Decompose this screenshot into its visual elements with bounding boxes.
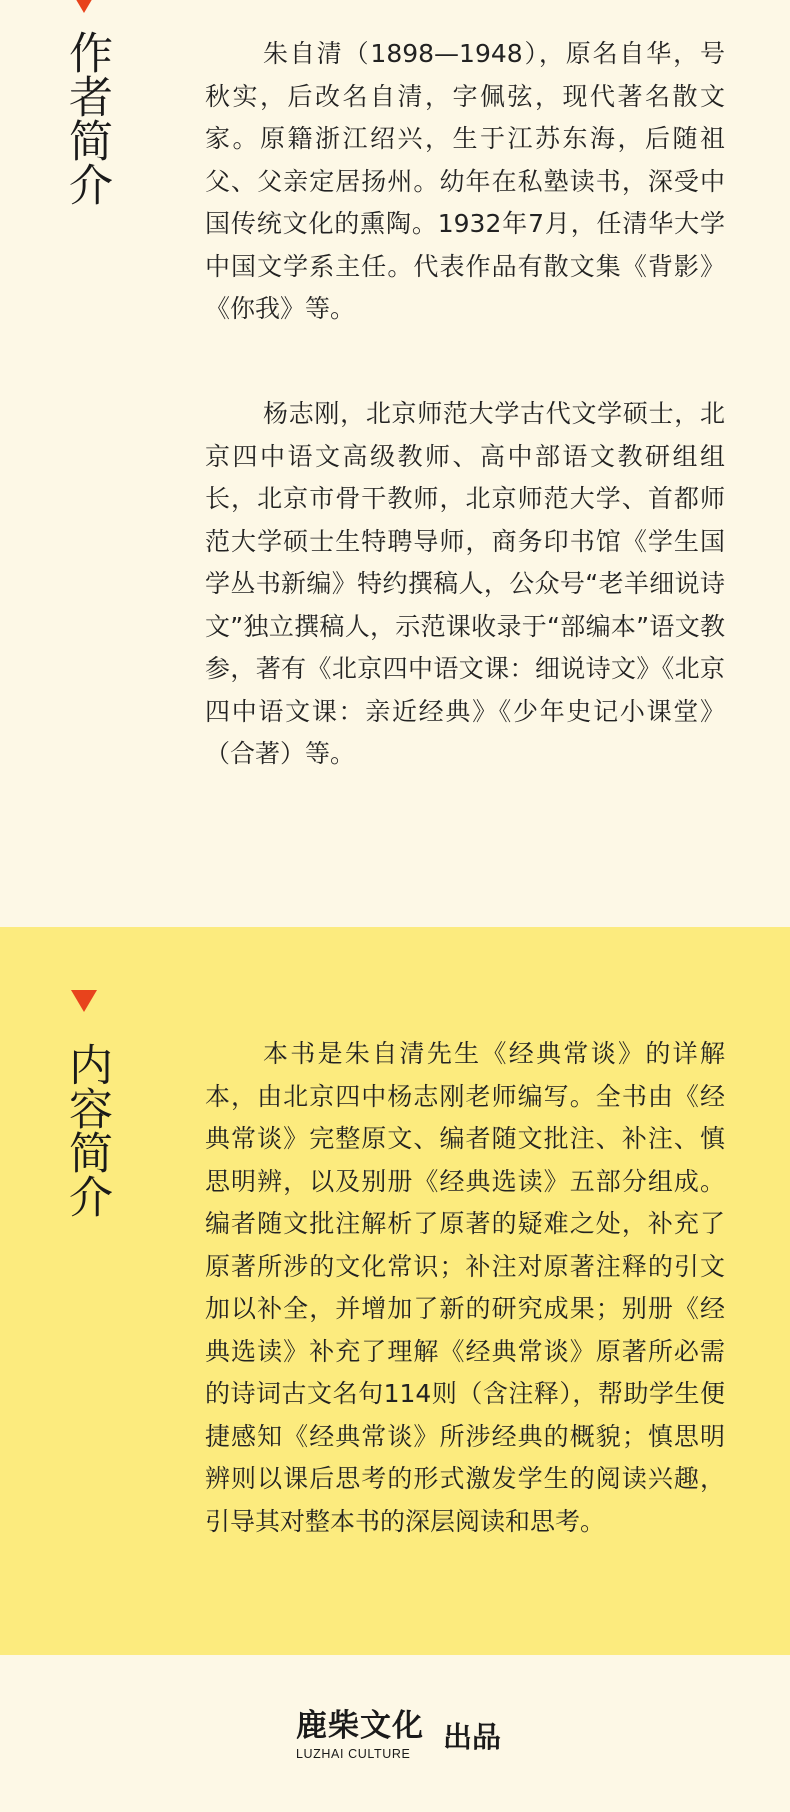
content-intro-section	[0, 927, 790, 1655]
book-summary: 本书是朱自清先生《经典常谈》的详解本，由北京四中杨志刚老师编写。全书由《经典常谈》完整原文、编者随文批注、补注、慎思明辨，以及别册《经典选读》五部分组成。编者随文批注解析了原著的疑难之处，补充了原著所涉的文化常识；补注对原著注释的引文加以补全，并增加了新的研究成果；别册《经典选读》补充了理解《经典常谈》原著所必需的诗词古文名句114则（含注释），帮助学生便捷感知《经典常谈》所涉经典的概貌；慎思明辨则以课后思考的形式激发学生的阅读兴趣，引导其对整本书的深层阅读和思考。	[205, 1039, 725, 1536]
triangle-marker-icon	[71, 0, 97, 13]
publisher-english-name: LUZHAI CULTURE	[296, 1747, 411, 1761]
publisher-logo	[296, 1708, 436, 1762]
author-intro-title: 作者简介	[61, 30, 112, 206]
zhu-ziqing-bio: 朱自清（1898—1948），原名自华，号秋实，后改名自清，字佩弦，现代著名散文家。原籍浙江绍兴，生于江苏东海，后随祖父、父亲定居扬州。幼年在私塾读书，深受中国传统文化的熏陶。1932年7月，任清华大学中国文学系主任。代表作品有散文集《背影》《你我》等。	[205, 39, 725, 323]
producer-label: 出品	[443, 1720, 502, 1754]
triangle-marker-icon	[71, 990, 97, 1012]
publisher-name: 鹿柴文化	[296, 1708, 424, 1744]
content-intro-title: 内容简介	[61, 1042, 112, 1218]
yang-zhigang-bio: 杨志刚，北京师范大学古代文学硕士，北京四中语文高级教师、高中部语文教研组组长，北京市骨干教师，北京师范大学、首都师范大学硕士生特聘导师，商务印书馆《学生国学丛书新编》特约撰稿人，公众号“老羊细说诗文”独立撰稿人，示范课收录于“部编本”语文教参，著有《北京四中语文课：细说诗文》《北京四中语文课：亲近经典》《少年史记小课堂》（合著）等。	[205, 399, 725, 768]
